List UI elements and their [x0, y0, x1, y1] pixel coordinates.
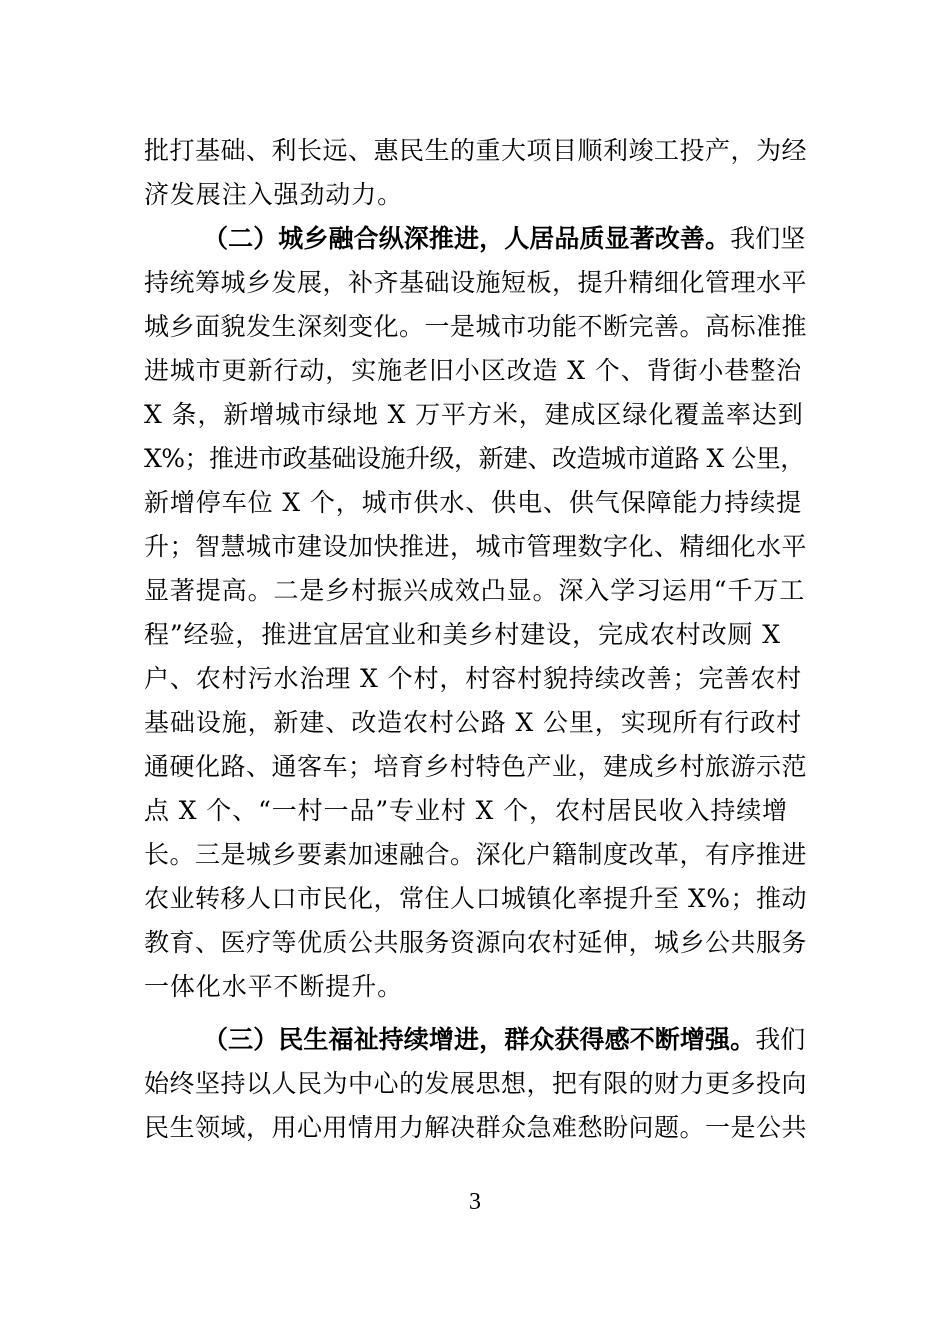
body-line: 通硬化路、通客车；培育乡村特色产业，建成乡村旅游示范	[144, 752, 808, 781]
body-line: 户、农村污水治理 X 个村，村容村貌持续改善；完善农村	[144, 664, 802, 693]
body-line: 批打基础、利长远、惠民生的重大项目顺利竣工投产，为经	[144, 136, 808, 165]
section-heading-line: （三）民生福祉持续增进，群众获得感不断增强。我们	[203, 1025, 806, 1054]
page-number: 3	[469, 1189, 481, 1215]
body-line: 农业转移人口市民化，常住人口城镇化率提升至 X%；推动	[144, 884, 808, 913]
body-line: 新增停车位 X 个，城市供水、供电、供气保障能力持续提	[144, 488, 802, 517]
body-line: 进城市更新行动，实施老旧小区改造 X 个、背街小巷整治	[144, 356, 802, 385]
section-heading: （二）城乡融合纵深推进，人居品质显著改善。	[203, 224, 731, 253]
body-line: 点 X 个、“一村一品”专业村 X 个，农村居民收入持续增	[144, 796, 789, 825]
section-heading-line: （二）城乡融合纵深推进，人居品质显著改善。我们坚	[203, 224, 806, 253]
section-heading: （三）民生福祉持续增进，群众获得感不断增强。	[203, 1025, 756, 1054]
body-line: 民生领域，用心用情用力解决群众急难愁盼问题。一是公共	[144, 1113, 808, 1142]
body-line: 城乡面貌发生深刻变化。一是城市功能不断完善。高标准推	[144, 312, 808, 341]
body-line: 长。三是城乡要素加速融合。深化户籍制度改革，有序推进	[144, 840, 808, 869]
body-line: 显著提高。二是乡村振兴成效凸显。深入学习运用“千万工	[144, 576, 806, 605]
body-line: X 条，新增城市绿地 X 万平方米，建成区绿化覆盖率达到	[144, 400, 804, 429]
body-line: 济发展注入强劲动力。	[144, 180, 404, 209]
body-line: 持统筹城乡发展，补齐基础设施短板，提升精细化管理水平	[144, 268, 808, 297]
body-line: 始终坚持以人民为中心的发展思想，把有限的财力更多投向	[144, 1069, 808, 1098]
body-line: 升；智慧城市建设加快推进，城市管理数字化、精细化水平	[144, 532, 808, 561]
body-line: 程”经验，推进宜居宜业和美乡村建设，完成农村改厕 X	[144, 620, 781, 649]
body-line: 一体化水平不断提升。	[144, 972, 404, 1001]
body-line: 基础设施，新建、改造农村公路 X 公里，实现所有行政村	[144, 708, 802, 737]
body-line: X%；推进市政基础设施升级，新建、改造城市道路 X 公里，	[144, 444, 805, 473]
body-line: 教育、医疗等优质公共服务资源向农村延伸，城乡公共服务	[144, 928, 808, 957]
